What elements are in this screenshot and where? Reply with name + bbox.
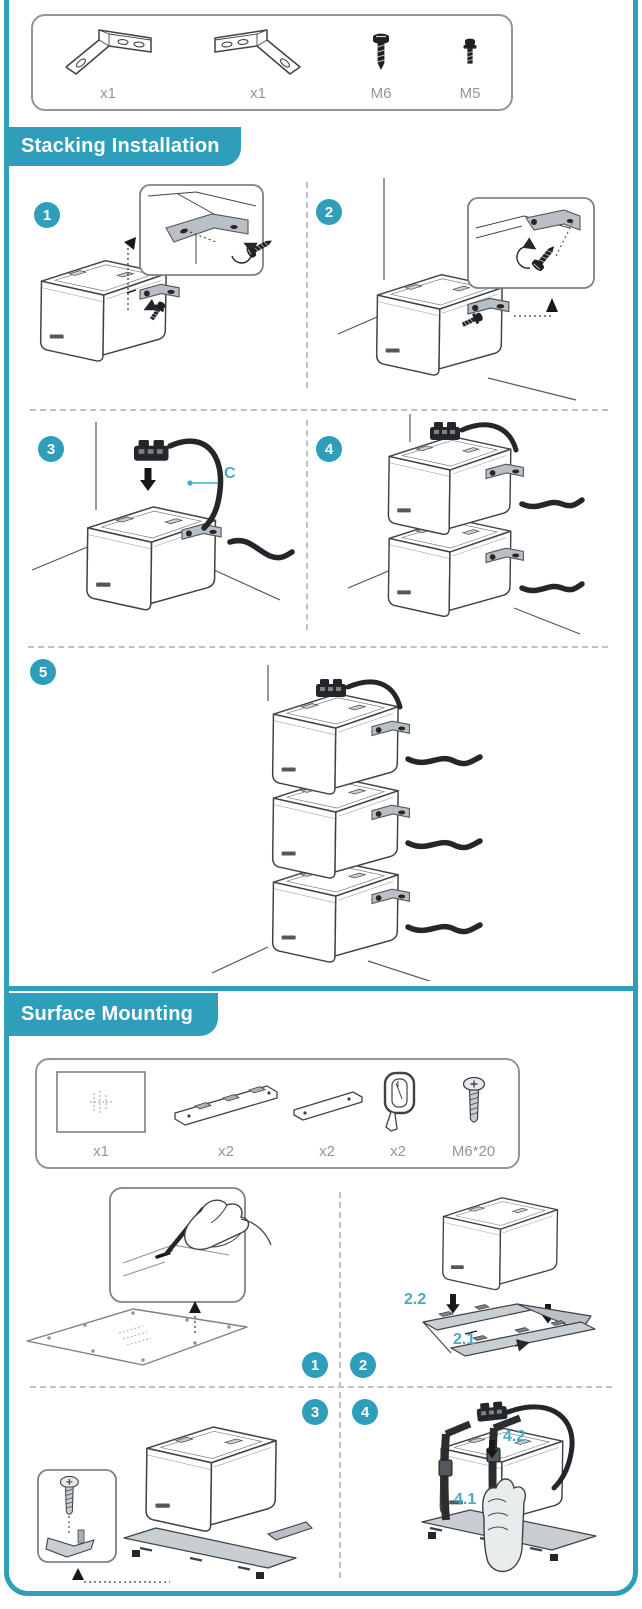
cable-bottom: [522, 584, 582, 591]
divider-surface-rows: [30, 1386, 612, 1388]
arrow-down-left: [446, 1294, 460, 1314]
part-corner-bracket: [287, 1060, 367, 1167]
leader-arrow: [72, 1568, 84, 1580]
m6x20-screw-icon: [462, 1060, 486, 1143]
step-number: 4: [360, 1403, 370, 1421]
m6-screw-icon: [371, 16, 391, 85]
drilling-template-icon: [55, 1060, 147, 1143]
step-number: 3: [46, 440, 56, 458]
step-1-illustration: [18, 172, 303, 394]
cable-top: [522, 500, 582, 507]
part-qty: x1: [93, 1143, 109, 1160]
mounting-rail-icon: [172, 1060, 280, 1143]
battery-illustration: [377, 275, 502, 375]
callout-dot: [187, 480, 192, 485]
part-screw-m5: [429, 16, 511, 109]
part-screw-m6: [333, 16, 429, 109]
divider-surface-columns: [339, 1192, 341, 1578]
step-2-illustration: [318, 172, 618, 402]
section-title: Stacking Installation: [21, 135, 220, 157]
stacking-parts-box: [31, 14, 513, 111]
part-mounting-rail: [165, 1060, 287, 1167]
step-3-illustration: [18, 418, 298, 633]
surface-step-2-illustration: [395, 1186, 625, 1368]
step-badge-5: [30, 659, 56, 685]
part-qty: M5: [459, 85, 481, 102]
floor-template: [27, 1309, 247, 1365]
leader-arrow: [124, 237, 136, 250]
cable-3: [408, 925, 480, 932]
part-qty: x1: [250, 85, 266, 102]
corner-bracket-icon: [290, 1060, 364, 1143]
divider-step3-step4: [306, 420, 308, 630]
floor-cable: [230, 541, 292, 558]
surface-step-badge-4: [352, 1399, 378, 1425]
step-5-illustration: [150, 655, 590, 981]
surface-step-badge-2: [350, 1352, 376, 1378]
surface-parts-box: [35, 1058, 520, 1169]
step-number: 3: [310, 1403, 320, 1421]
cable-c-label: C: [224, 465, 236, 482]
sub-step-label-2-1: 2.1: [453, 1331, 476, 1348]
part-qty: x2: [319, 1143, 335, 1160]
section-title: Surface Mounting: [21, 1003, 194, 1025]
sub-step-label-4-2: 4.2: [503, 1428, 526, 1445]
hand-pulling-strap: [483, 1479, 526, 1571]
divider-step1-step2: [306, 182, 308, 388]
step-number: 2: [358, 1356, 368, 1374]
detail-inset: [110, 1188, 271, 1302]
leader-arrow: [546, 298, 558, 312]
surface-step-3-illustration: [20, 1398, 320, 1590]
cable-hook-icon: [377, 1060, 419, 1143]
part-qty: M6: [370, 85, 392, 102]
insert-arrow: [140, 468, 156, 491]
part-corner-bracket-left: [33, 16, 183, 109]
cable-2: [408, 841, 480, 848]
detail-inset: [140, 185, 275, 275]
part-qty: x2: [390, 1143, 406, 1160]
part-qty: x1: [100, 85, 116, 102]
cable-1: [408, 757, 480, 764]
battery-stack: [388, 436, 510, 616]
detail-inset: [38, 1470, 116, 1562]
battery-illustration: [87, 507, 216, 610]
step-number: 1: [42, 206, 52, 224]
part-qty: M6*20: [451, 1143, 496, 1160]
battery-illustration: [146, 1427, 276, 1531]
part-corner-bracket-right: [183, 16, 333, 109]
base-rails: [124, 1522, 312, 1579]
detail-inset: [468, 198, 594, 288]
step-number: 5: [38, 663, 48, 681]
surface-step-1-illustration: [15, 1183, 325, 1383]
sub-step-label-4-1: 4.1: [454, 1491, 477, 1508]
step-4-illustration: [318, 412, 618, 638]
battery-illustration: [41, 261, 166, 361]
section-header-surface: [4, 993, 218, 1036]
step-number: 4: [324, 440, 334, 458]
part-qty: x2: [218, 1143, 234, 1160]
battery-illustration: [443, 1198, 558, 1290]
section-header-stacking: [4, 127, 241, 166]
divider-row2-row3: [28, 646, 608, 648]
corner-bracket-mirrored-icon: [212, 16, 304, 85]
divider-row1-row2: [30, 409, 608, 411]
base-rail-frame: [423, 1304, 595, 1356]
sub-step-label-2-2: 2.2: [404, 1291, 427, 1308]
step-number: 1: [310, 1356, 320, 1374]
part-drilling-template: [37, 1060, 165, 1167]
corner-bracket-icon: [62, 16, 154, 85]
step-number: 2: [324, 203, 334, 221]
part-cable-hook: [367, 1060, 429, 1167]
section-separator: [4, 986, 638, 991]
part-screw-m6x20: [429, 1060, 518, 1167]
m5-screw-icon: [462, 16, 478, 85]
